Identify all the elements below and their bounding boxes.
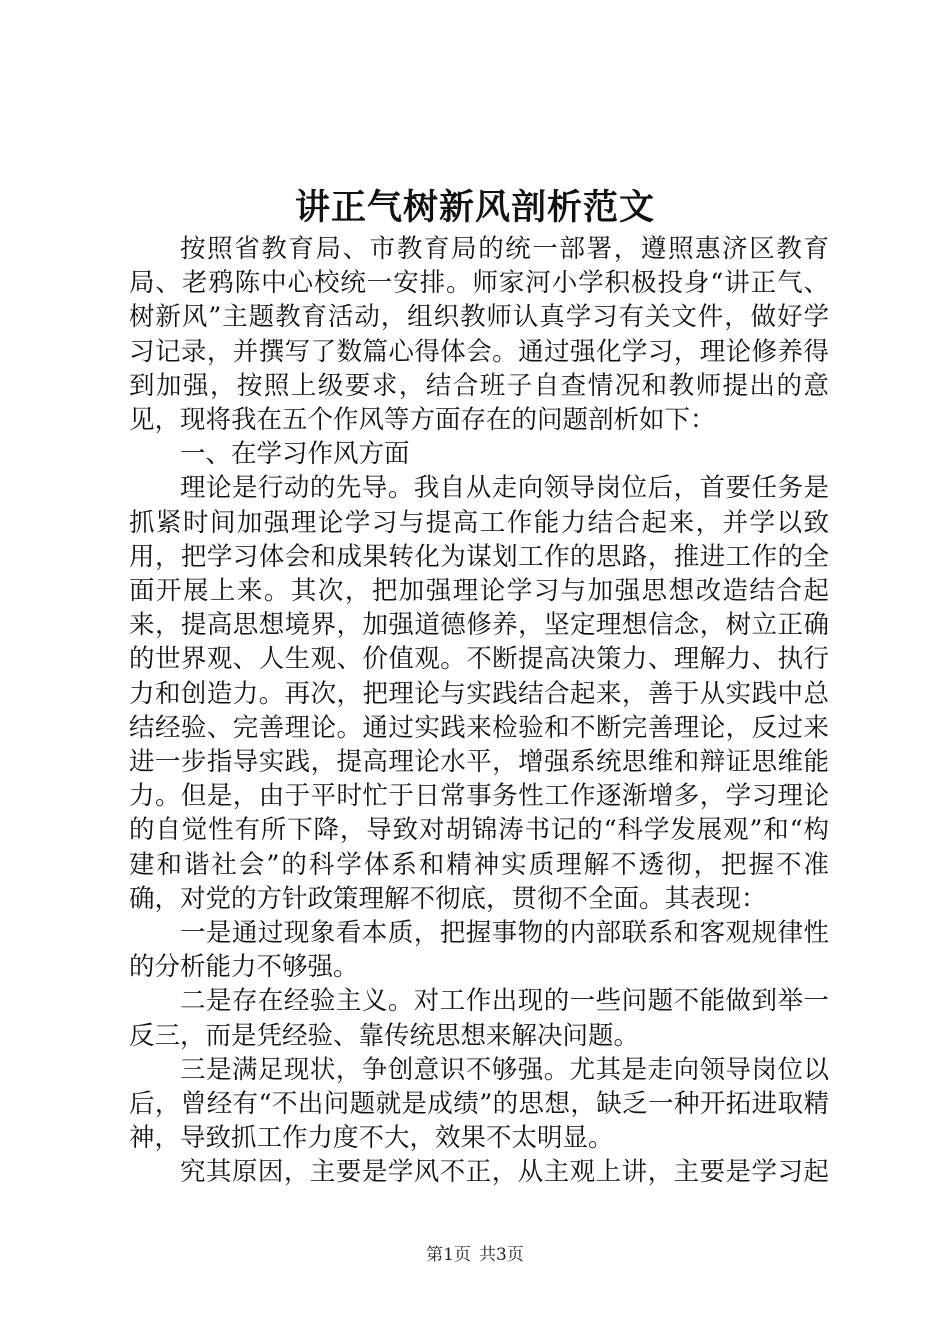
page-footer (0, 1243, 950, 1267)
paragraph-theory: 理论是行动的先导。我自从走向领导岗位后，首要任务是抓紧时间加强理论学习与提高工作能力结合起来，并学以致用，把学习体会和成果转化为谋划工作的思路，推进工作的全面开展上来。其次，把加强理论学习与加强思想改造结合起来，提高思想境界，加强道德修养，坚定理想信念，树立正确的世界观、人生观、价值观。不断提高决策力、理解力、执行力和创造力。再次，把理论与实践结合起来，善于从实践中总结经验、完善理论。通过实践来检验和不断完善理论，反过来进一步指导实践，提高理论水平，增强系统思维和辩证思维能力。但是，由于平时忙于日常事务性工作逐渐增多，学习理论的自觉性有所下降，导致对胡锦涛书记的“科学发展观”和“构建和谐社会”的科学体系和精神实质理解不透彻，把握不准确，对党的方针政策理解不彻底，贯彻不全面。其表现： (129, 473, 829, 914)
section-heading: 一、在学习作风方面 (180, 439, 410, 470)
document-title: 讲正气树新风剖析范文 (294, 187, 655, 228)
page-number-current: 第1页 (426, 1245, 471, 1265)
paragraph-intro: 按照省教育局、市教育局的统一部署，遵照惠济区教育局、老鸦陈中心校统一安排。师家河小学积极投身“讲正气、树新风”主题教育活动，组织教师认真学习有关文件，做好学习记录，并撰写了数篇心得体会。通过强化学习，理论修养得到加强，按照上级要求，结合班子自查情况和教师提出的意见，现将我在五个作风等方面存在的问题剖析如下： (129, 234, 829, 436)
document-body (129, 232, 829, 1192)
paragraph-cause: 究其原因，主要是学风不正，从主观上讲，主要是学习起 (180, 1157, 829, 1188)
paragraph-point-one: 一是通过现象看本质，把握事物的内部联系和客观规律性的分析能力不够强。 (129, 918, 829, 983)
paragraph-point-two: 二是存在经验主义。对工作出现的一些问题不能做到举一反三，而是凭经验、靠传统思想来解决问题。 (129, 986, 829, 1051)
page-number-total: 共3页 (479, 1245, 524, 1265)
paragraph-point-three: 三是满足现状，争创意识不够强。尤其是走向领导岗位以后，曾经有“不出问题就是成绩”的思想，缺乏一种开拓进取精神，导致抓工作力度不大，效果不太明显。 (129, 1054, 829, 1154)
